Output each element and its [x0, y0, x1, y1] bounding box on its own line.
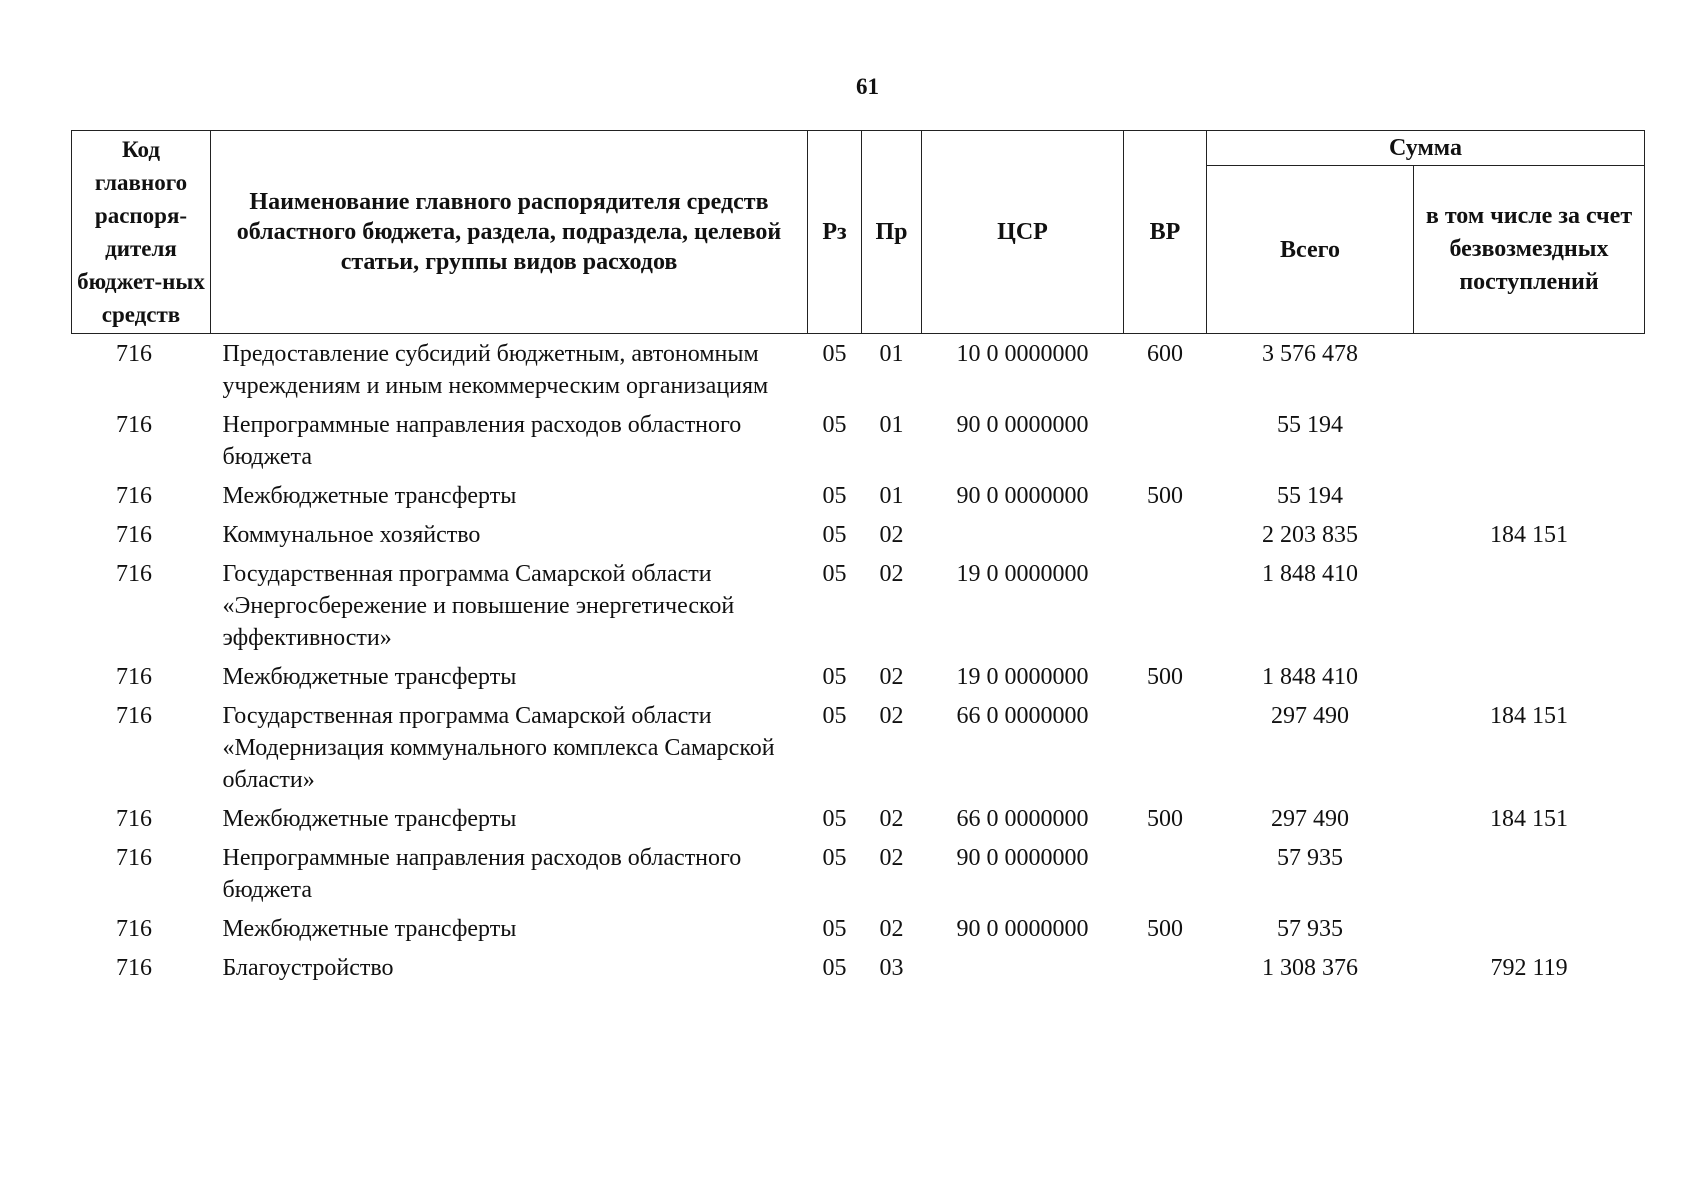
cell-total: 1 848 410	[1262, 664, 1358, 690]
cell-vr	[1124, 948, 1207, 987]
cell-name: Благоустройство	[222, 955, 394, 981]
cell-rz: 05	[822, 703, 847, 729]
cell-pr: 02	[879, 522, 904, 548]
cell-rz: 05	[822, 341, 847, 367]
cell-name: Коммунальное хозяйство	[222, 522, 481, 548]
table-row	[72, 476, 1645, 515]
cell-incl	[1414, 657, 1645, 696]
cell-incl	[1414, 334, 1645, 406]
cell-name: Межбюджетные трансферты	[222, 483, 517, 509]
cell-rz: 05	[822, 664, 847, 690]
cell-vr	[1124, 696, 1207, 799]
cell-csr	[922, 948, 1124, 987]
cell-name: Межбюджетные трансферты	[222, 806, 517, 832]
cell-rz: 05	[822, 483, 847, 509]
cell-incl	[1414, 476, 1645, 515]
cell-pr: 01	[879, 483, 904, 509]
cell-rz: 05	[822, 916, 847, 942]
cell-rz: 05	[822, 561, 847, 587]
cell-csr: 66 0 0000000	[956, 806, 1089, 832]
cell-name: Государственная программа Самарской области «Модернизация коммунального комплекса Самарской области»	[222, 703, 775, 793]
cell-rz: 05	[822, 806, 847, 832]
cell-incl	[1414, 838, 1645, 909]
header-rz: Рз	[808, 131, 862, 334]
cell-csr: 90 0 0000000	[956, 483, 1089, 509]
cell-name: Предоставление субсидий бюджетным, автономным учреждениям и иным некоммерческим организациям	[222, 341, 769, 399]
cell-total: 55 194	[1277, 412, 1343, 438]
cell-incl: 184 151	[1490, 522, 1568, 548]
table-row	[72, 838, 1645, 909]
cell-total: 55 194	[1277, 483, 1343, 509]
cell-vr	[1124, 515, 1207, 554]
table-row	[72, 909, 1645, 948]
budget-table	[71, 130, 1645, 987]
table-row	[72, 405, 1645, 476]
cell-csr: 90 0 0000000	[956, 845, 1089, 871]
cell-pr: 02	[879, 664, 904, 690]
cell-incl: 792 119	[1490, 955, 1568, 981]
cell-rz: 05	[822, 955, 847, 981]
cell-total: 1 848 410	[1262, 561, 1358, 587]
header-csr: ЦСР	[922, 131, 1124, 334]
cell-code: 716	[116, 845, 152, 871]
cell-vr: 500	[1147, 664, 1183, 690]
cell-code: 716	[116, 806, 152, 832]
cell-rz: 05	[822, 522, 847, 548]
cell-vr: 600	[1147, 341, 1183, 367]
cell-incl: 184 151	[1490, 806, 1568, 832]
cell-name: Межбюджетные трансферты	[222, 916, 517, 942]
header-pr: Пр	[862, 131, 922, 334]
cell-vr: 500	[1147, 806, 1183, 832]
cell-csr: 19 0 0000000	[956, 561, 1089, 587]
cell-pr: 01	[879, 341, 904, 367]
cell-name: Межбюджетные трансферты	[222, 664, 517, 690]
cell-vr: 500	[1147, 916, 1183, 942]
header-incl: в том числе за счет безвозмездных поступлений	[1414, 166, 1645, 334]
cell-code: 716	[116, 955, 152, 981]
cell-code: 716	[116, 703, 152, 729]
cell-name: Государственная программа Самарской области «Энергосбережение и повышение энергетической эффективности»	[222, 561, 735, 651]
cell-rz: 05	[822, 845, 847, 871]
cell-name: Непрограммные направления расходов областного бюджета	[222, 845, 742, 903]
page-number: 61	[856, 74, 879, 99]
table-row	[72, 948, 1645, 987]
cell-name: Непрограммные направления расходов областного бюджета	[222, 412, 742, 470]
table-body	[72, 334, 1645, 988]
cell-total: 2 203 835	[1262, 522, 1358, 548]
cell-total: 297 490	[1271, 703, 1349, 729]
header-sum: Сумма	[1207, 131, 1645, 166]
table-row	[72, 657, 1645, 696]
cell-total: 1 308 376	[1262, 955, 1358, 981]
cell-csr: 90 0 0000000	[956, 916, 1089, 942]
cell-code: 716	[116, 341, 152, 367]
table-row	[72, 696, 1645, 799]
table-row	[72, 334, 1645, 406]
table-row	[72, 554, 1645, 657]
cell-csr: 66 0 0000000	[956, 703, 1089, 729]
cell-csr: 90 0 0000000	[956, 412, 1089, 438]
cell-csr: 19 0 0000000	[956, 664, 1089, 690]
cell-total: 57 935	[1277, 916, 1343, 942]
cell-code: 716	[116, 483, 152, 509]
cell-vr	[1124, 554, 1207, 657]
cell-pr: 02	[879, 806, 904, 832]
header-code: Код главного распоря-дителя бюджет-ных средств	[72, 131, 211, 334]
cell-pr: 02	[879, 703, 904, 729]
cell-total: 297 490	[1271, 806, 1349, 832]
cell-code: 716	[116, 561, 152, 587]
cell-code: 716	[116, 916, 152, 942]
cell-vr	[1124, 405, 1207, 476]
cell-total: 3 576 478	[1262, 341, 1358, 367]
cell-csr	[922, 515, 1124, 554]
cell-pr: 02	[879, 561, 904, 587]
cell-pr: 03	[879, 955, 904, 981]
cell-vr: 500	[1147, 483, 1183, 509]
table-row	[72, 799, 1645, 838]
cell-incl	[1414, 405, 1645, 476]
header-total: Всего	[1207, 166, 1414, 334]
table-header	[72, 131, 1645, 334]
cell-pr: 01	[879, 412, 904, 438]
cell-csr: 10 0 0000000	[956, 341, 1089, 367]
cell-incl	[1414, 909, 1645, 948]
cell-vr	[1124, 838, 1207, 909]
cell-pr: 02	[879, 845, 904, 871]
cell-total: 57 935	[1277, 845, 1343, 871]
cell-incl: 184 151	[1490, 703, 1568, 729]
cell-rz: 05	[822, 412, 847, 438]
cell-code: 716	[116, 522, 152, 548]
cell-incl	[1414, 554, 1645, 657]
table-row	[72, 515, 1645, 554]
cell-code: 716	[116, 412, 152, 438]
cell-code: 716	[116, 664, 152, 690]
cell-pr: 02	[879, 916, 904, 942]
header-name: Наименование главного распорядителя средств областного бюджета, раздела, подраздела, целевой статьи, группы видов расходов	[211, 131, 808, 334]
header-vr: ВР	[1124, 131, 1207, 334]
